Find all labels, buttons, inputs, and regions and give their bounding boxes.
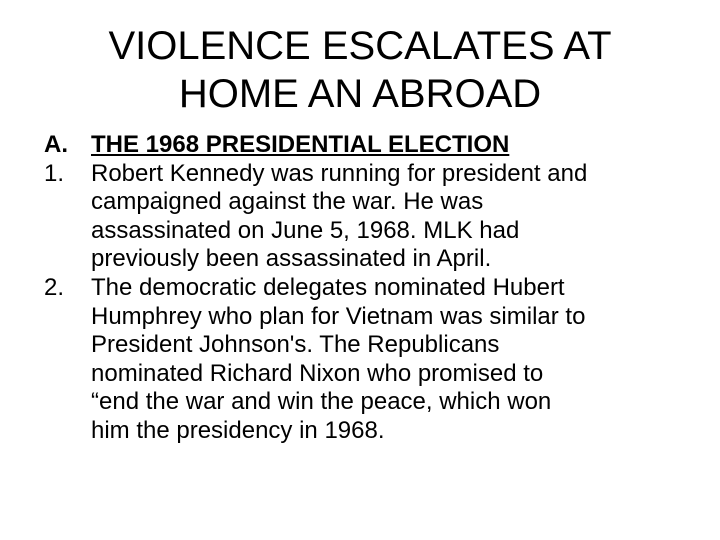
list-item-2 (44, 274, 704, 446)
list-item-1 (44, 160, 704, 274)
slide-body (44, 131, 704, 446)
list-item-line: previously been assassinated in April. (91, 245, 492, 273)
title-line-1: VIOLENCE ESCALATES AT (108, 24, 612, 68)
list-item-line: President Johnson's. The Republicans (91, 331, 500, 359)
section-heading-text: THE 1968 PRESIDENTIAL ELECTION (91, 131, 510, 158)
list-item-line: nominated Richard Nixon who promised to (91, 359, 544, 387)
list-item-line: “end the war and win the peace, which won (91, 388, 552, 416)
list-item-line: him the presidency in 1968. (91, 416, 385, 444)
list-item-line: The democratic delegates nominated Hubert (91, 273, 565, 301)
list-item-number: 1. (44, 159, 65, 187)
list-item-line: assassinated on June 5, 1968. MLK had (91, 216, 520, 244)
list-item-line: Humphrey who plan for Vietnam was similar to (91, 302, 586, 330)
list-item-line: Robert Kennedy was running for president and (91, 159, 588, 187)
slide-title (0, 22, 720, 118)
list-item-line: campaigned against the war. He was (91, 188, 484, 216)
section-heading (44, 131, 704, 160)
section-marker: A. (44, 131, 68, 158)
list-item-number: 2. (44, 273, 65, 301)
title-line-2: HOME AN ABROAD (178, 72, 542, 116)
